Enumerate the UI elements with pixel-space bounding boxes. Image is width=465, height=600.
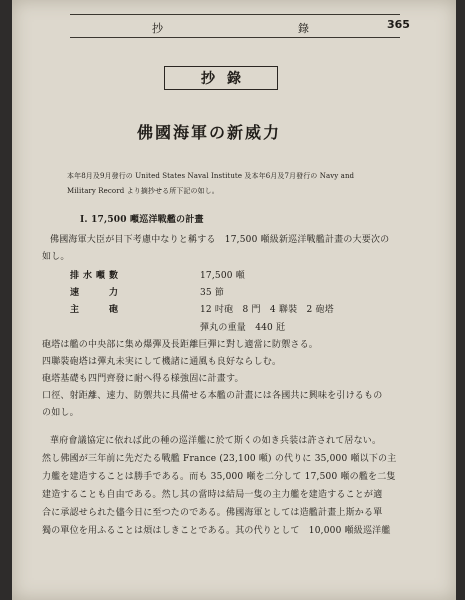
paragraph-1-line-2: 如し。: [42, 252, 70, 262]
paragraph-1-line-1: 佛國海軍大臣が目下考慮中なりと稱する 17,500 噸級新巡洋戰艦計畫の大要次の: [50, 235, 390, 245]
spec-label-speed: 速 力: [70, 288, 123, 298]
spec-label-displacement: 排水噸數: [70, 271, 123, 281]
spec-value-speed: 35 節: [200, 288, 225, 298]
spec-value-displacement: 17,500 噸: [200, 271, 245, 281]
header-top-rule: [70, 14, 400, 15]
intro-line-2: Military Record より摘抄せる所下記の如し。: [67, 187, 219, 195]
spec-label-main-gun: 主 砲: [70, 305, 123, 315]
document-page: [12, 0, 456, 600]
page-number: 365: [387, 18, 410, 31]
body-line: 力艦を建造することは勝手である。而も 35,000 噸を二分して 17,500 噸の艦を二隻: [42, 472, 396, 482]
section-title-box: [164, 66, 278, 90]
body-line: 合に承認せられた儘今日に至つたのである。佛國海軍としては造艦計畫上斯かる單: [42, 508, 383, 518]
subsection-heading: I. 17,500 噸巡洋戰艦の計畫: [80, 215, 204, 225]
body-line: 然し佛國が三年前に先だたる戰艦 France (23,100 噸) の代りに 35,000 噸以下の主: [42, 454, 397, 464]
body-line: 砲塔は艦の中央部に集め爆彈及長距離巨彈に對し適當に防禦さる。: [42, 340, 319, 350]
spec-value-main-gun: 12 吋砲 8 門 4 聯裝 2 砲塔: [200, 305, 334, 315]
header-bottom-rule: [70, 37, 400, 38]
article-title: 佛國海軍の新威力: [137, 123, 282, 142]
body-line: の如し。: [42, 408, 79, 418]
body-line: 砲塔基礎も四門齊發に耐へ得る様強固に計畫す。: [42, 374, 244, 384]
spec-shell-weight: 彈丸の重量 440 瓩: [200, 323, 286, 333]
body-line: 四聯裝砲塔は彈丸未実にして機諸に通風も良好ならしむ。: [42, 357, 282, 367]
body-line: 建造することも自由である。然し其の當時は結局一隻の主力艦を建造することが適: [42, 490, 383, 500]
body-line: 口徑、射距離、速力、防禦共に具備せる本艦の計畫には各國共に興味を引けるもの: [42, 391, 383, 401]
section-title: 抄錄: [201, 71, 253, 87]
running-header-right: 錄: [298, 22, 310, 35]
running-header-left: 抄: [152, 22, 164, 35]
body-line: 獨の單位を用ふることは煩はしきことである。其の代りとして 10,000 噸級巡洋艦: [42, 526, 391, 536]
body-line: 華府會議協定に依れば此の種の巡洋艦に於て斯くの如き兵装は許されて居ない。: [50, 436, 382, 446]
intro-line-1: 本年8月及9月發行の United States Naval Institute 及本年6月及7月發行の Navy and: [67, 172, 355, 180]
